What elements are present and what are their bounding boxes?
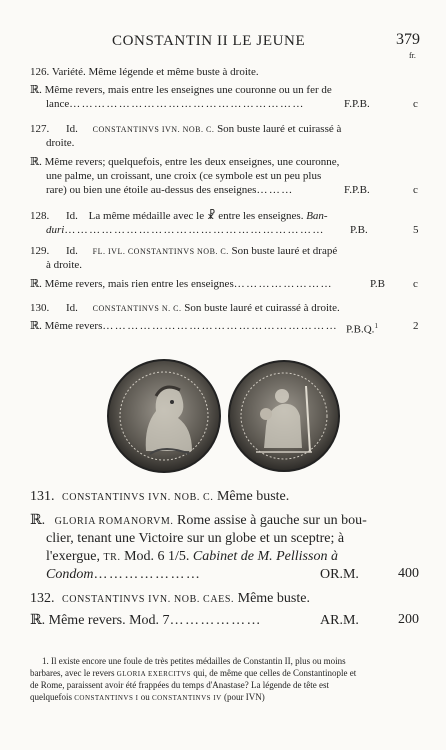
entry-number: 129. bbox=[30, 245, 50, 257]
entry-number: 126. bbox=[30, 66, 50, 78]
entry-id: Id. bbox=[66, 245, 78, 257]
metal-value: F.P.B. bbox=[344, 98, 370, 110]
metal-value bbox=[346, 320, 378, 337]
running-title: CONSTANTIN II LE JEUNE bbox=[112, 33, 306, 49]
entry-128 bbox=[30, 210, 328, 223]
coin-illustration bbox=[106, 356, 346, 474]
entry-130 bbox=[30, 302, 340, 315]
reverse-mark: ℝ. bbox=[30, 320, 42, 332]
entry-id: Id. bbox=[66, 302, 78, 314]
reverse-legend: GLORIA ROMANORVM. bbox=[54, 516, 174, 527]
reverse-131-line4 bbox=[46, 566, 346, 583]
author-name: duri bbox=[46, 224, 65, 236]
cabinet-reference: Cabinet de M. Pellisson à bbox=[192, 549, 338, 564]
leader-dots: …………………… bbox=[233, 278, 333, 290]
entry-text: Variété. Même légende et même buste à droite. bbox=[51, 66, 259, 78]
reverse-126-line2 bbox=[46, 98, 376, 111]
entry-number: 131. bbox=[30, 489, 55, 504]
obverse-legend: CONSTANTINVS IVN. NOB. CAES. bbox=[62, 594, 235, 605]
leader-dots: ………………………………………………… bbox=[102, 320, 338, 332]
entry-127-line2: droite. bbox=[46, 137, 75, 149]
entry-number: 130. bbox=[30, 302, 50, 314]
footnote-mark: 1. bbox=[42, 656, 49, 666]
price-value: 400 bbox=[398, 566, 419, 581]
reverse-127-line1 bbox=[30, 156, 339, 169]
reverse-mark: ℝ. bbox=[30, 513, 46, 528]
entry-132 bbox=[30, 590, 310, 608]
reverse-text: Même revers, mais entre les enseignes une couronne ou un fer de bbox=[44, 84, 332, 96]
footnote-text: (pour IVN) bbox=[223, 692, 265, 702]
entry-id: Id. bbox=[66, 210, 78, 222]
leader-dots: ……………………………………………………… bbox=[64, 224, 325, 236]
footnote-text: qui, de même que celles de Constantinople et bbox=[193, 668, 357, 678]
reverse-text: lance bbox=[46, 98, 70, 110]
entry-text: Même buste. bbox=[237, 591, 310, 606]
metal-value: OR.M. bbox=[320, 567, 359, 582]
reverse-text: Même revers. Mod. 7 bbox=[48, 613, 170, 628]
page-mark: fr. bbox=[409, 51, 416, 60]
entry-131 bbox=[30, 488, 289, 506]
footnote-legend: CONSTANTINVS I bbox=[74, 694, 139, 702]
metal-value: P.B bbox=[370, 278, 385, 290]
obverse-legend: CONSTANTINVS N. C. bbox=[92, 304, 182, 313]
leader-dots: ……… bbox=[256, 184, 294, 196]
footnote-text: ou bbox=[140, 692, 150, 702]
coin-obverse bbox=[108, 360, 220, 472]
footnote-line2 bbox=[30, 668, 356, 680]
reverse-text: Même revers; quelquefois, entre les deux enseignes, une couronne, bbox=[44, 156, 340, 168]
reverse-129-line1 bbox=[30, 278, 360, 291]
obverse-legend: CONSTANTINVS IVN. NOB. C. bbox=[62, 492, 214, 503]
footnote-text: Il existe encore une foule de très petites médailles de Constantin II, plus ou moins bbox=[51, 656, 346, 666]
rarity-value: c bbox=[413, 184, 418, 196]
leader-dots: ……………… bbox=[169, 613, 262, 628]
entry-126 bbox=[30, 66, 259, 79]
reverse-130-line1 bbox=[30, 320, 350, 333]
entry-129 bbox=[30, 245, 337, 258]
reverse-text: Rome assise à gauche sur un bou- bbox=[177, 513, 367, 528]
reverse-text: Même revers, mais rien entre les enseignes bbox=[44, 278, 234, 290]
footnote-line1 bbox=[42, 656, 346, 667]
entry-text: La même médaille avec le ☧ entre les enseignes. bbox=[88, 210, 304, 222]
metal-value: AR.M. bbox=[320, 613, 359, 628]
footnote-legend: CONSTANTINVS IV bbox=[151, 694, 222, 702]
entry-number: 128. bbox=[30, 210, 50, 222]
page-number: 379 bbox=[396, 31, 420, 48]
metal-value: F.P.B. bbox=[344, 184, 370, 196]
reverse-mark: ℝ. bbox=[30, 156, 42, 168]
footnote-text: quelquefois bbox=[30, 692, 72, 702]
reverse-131-line2: clier, tenant une Victoire sur un globe et un sceptre; à bbox=[46, 531, 345, 546]
entry-text: Son buste lauré et drapé bbox=[231, 245, 338, 257]
reverse-132-line1 bbox=[30, 612, 330, 629]
reverse-text: rare) ou bien une étoile au-dessus des enseignes bbox=[46, 184, 257, 196]
footnote-line4 bbox=[30, 692, 265, 704]
entry-number: 132. bbox=[30, 591, 55, 606]
cabinet-location: Condom bbox=[46, 567, 94, 582]
reverse-mark: ℝ. bbox=[30, 278, 42, 290]
module-size: Mod. 6 1/5. bbox=[124, 549, 190, 564]
reverse-131-line3 bbox=[46, 548, 338, 566]
obverse-legend: FL. IVL. CONSTANTINVS NOB. C. bbox=[92, 247, 229, 256]
entry-129-line2: à droite. bbox=[46, 259, 83, 271]
entry-text: Son buste lauré et cuirassé à droite. bbox=[184, 302, 340, 314]
reverse-mark: ℝ. bbox=[30, 613, 46, 628]
entry-number: 127. bbox=[30, 123, 50, 135]
exergue-mark: TR. bbox=[103, 552, 121, 563]
reverse-127-line2: une palme, un croissant, une croix (ce symbole est un peu plus bbox=[46, 170, 322, 182]
reverse-text: Même revers bbox=[44, 320, 103, 332]
entry-text: Même buste. bbox=[216, 489, 290, 504]
reverse-mark: ℝ. bbox=[30, 84, 42, 96]
author-name: Ban- bbox=[306, 210, 328, 222]
entry-id: Id. bbox=[66, 123, 78, 135]
price-value: 200 bbox=[398, 612, 419, 627]
rarity-value: 2 bbox=[413, 320, 419, 332]
reverse-131-line1 bbox=[30, 512, 367, 530]
reverse-126-line1 bbox=[30, 84, 332, 97]
rarity-value: c bbox=[413, 278, 418, 290]
entry-127 bbox=[30, 123, 341, 136]
metal-value-text: P.B.Q. bbox=[346, 323, 375, 336]
leader-dots: ………………… bbox=[93, 567, 202, 582]
reverse-127-line3 bbox=[46, 184, 346, 197]
footnote-legend: GLORIA EXERCITVS bbox=[116, 670, 192, 678]
rarity-value: c bbox=[413, 98, 418, 110]
reverse-text: l'exergue, bbox=[46, 549, 100, 564]
footnote-text: barbares, avec le revers bbox=[30, 668, 115, 678]
footnote-ref: 1 bbox=[374, 322, 378, 330]
leader-dots: ………………………………………………… bbox=[69, 98, 305, 110]
metal-value: P.B. bbox=[350, 224, 368, 236]
rarity-value: 5 bbox=[413, 224, 419, 236]
coin-reverse bbox=[229, 361, 339, 471]
entry-text: Son buste lauré et cuirassé à bbox=[217, 123, 342, 135]
entry-128-line2 bbox=[46, 224, 346, 237]
obverse-legend: CONSTANTINVS IVN. NOB. C. bbox=[92, 125, 215, 134]
footnote-line3: de Rome, paraissent avoir été frappées du temps d'Anastase? La légende de tête est bbox=[30, 680, 330, 690]
